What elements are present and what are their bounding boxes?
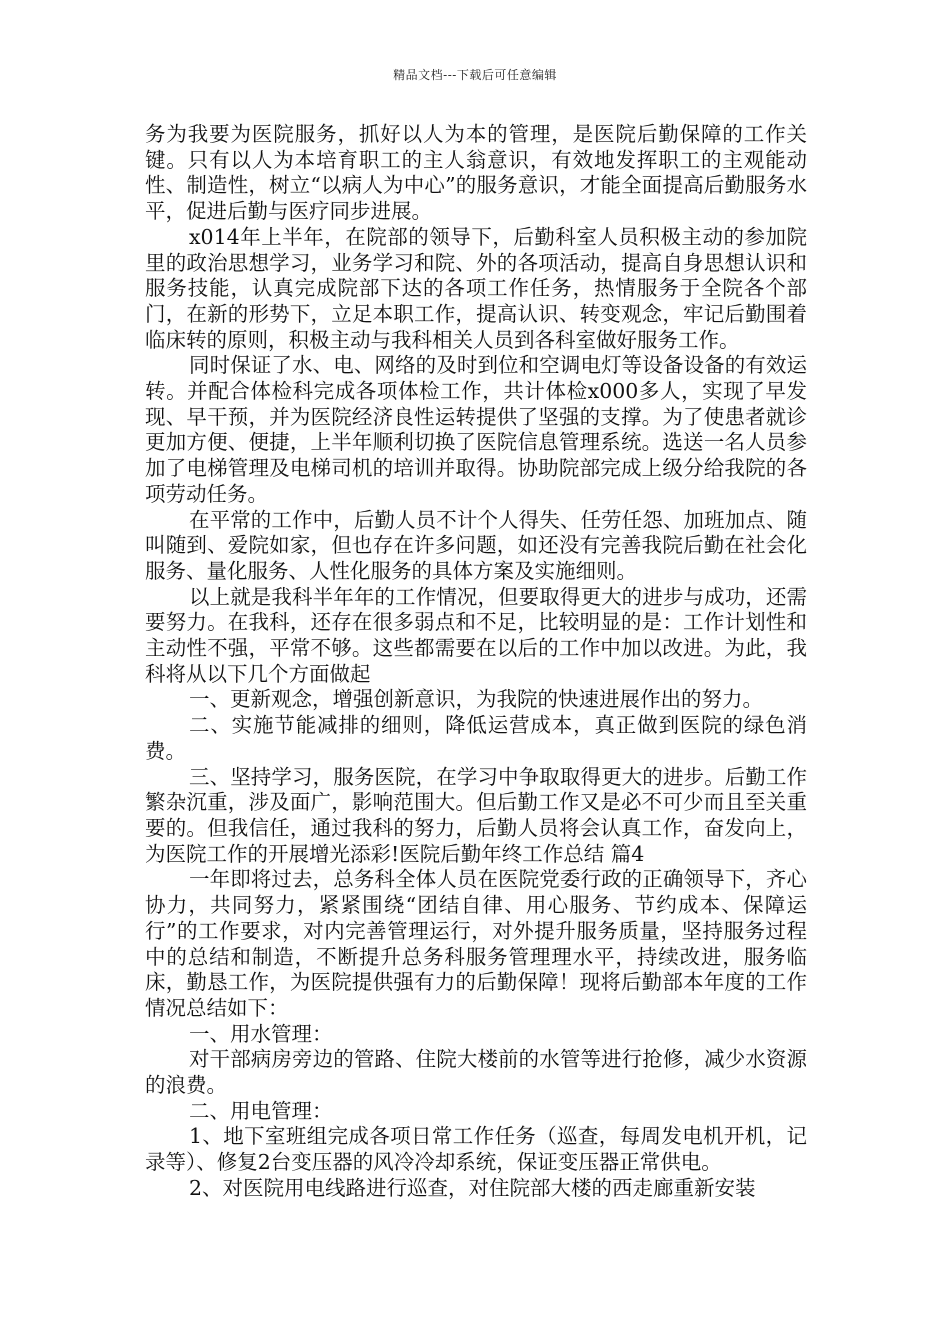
- paragraph-1: 务为我要为医院服务，抓好以人为本的管理，是医院后勤保障的工作关键。只有以人为本培育职工的主人翁意识，有效地发挥职工的主观能动性、制造性，树立“以病人为中心”的服务意识，才能全面提高后勤服务水平，促进后勤与医疗同步进展。: [145, 122, 807, 224]
- paragraph-4: 在平常的工作中，后勤人员不计个人得失、任劳任怨、加班加点、随叫随到、爱院如家，但也存在许多问题，如还没有完善我院后勤在社会化服务、量化服务、人性化服务的具体方案及实施细则。: [145, 507, 807, 583]
- paragraph-6: 一、更新观念，增强创新意识，为我院的快速进展作出的努力。: [189, 687, 763, 712]
- paragraph-3: 同时保证了水、电、网络的及时到位和空调电灯等设备设备的有效运转。并配合体检科完成各项体检工作，共计体检x000多人，实现了早发现、早干预，并为医院经济良性运转提供了坚强的支撑。为了使患者就诊更加方便、便捷，上半年顺利切换了医院信息管理系统。选送一名人员参加了电梯管理及电梯司机的培训并取得。协助院部完成上级分给我院的各项劳动任务。: [145, 353, 807, 506]
- paragraph-13: 1、地下室班组完成各项日常工作任务（巡查，每周发电机开机，记录等）、修复2台变压器的风冷冷却系统，保证变压器正常供电。: [145, 1124, 807, 1175]
- paragraph-5: 以上就是我科半年年的工作情况，但要取得更大的进步与成功，还需要努力。在我科，还存在很多弱点和不足，比较明显的是：工作计划性和主动性不强，平常不够。这些都需要在以后的工作中加以改进。为此，我科将从以下几个方面做起: [145, 584, 807, 686]
- document-body: [145, 122, 807, 1202]
- paragraph-11: 对干部病房旁边的管路、住院大楼前的水管等进行抢修，减少水资源的浪费。: [145, 1047, 807, 1098]
- paragraph-7: 二、实施节能减排的细则，降低运营成本，真正做到医院的绿色消费。: [145, 713, 807, 763]
- paragraph-8: 三、坚持学习，服务医院，在学习中争取取得更大的进步。后勤工作繁杂沉重，涉及面广，影响范围大。但后勤工作又是必不可少而且至关重要的。但我信任，通过我科的努力，后勤人员将会认真工作，奋发向上，为医院工作的开展增光添彩!医院后勤年终工作总结 篇4: [145, 764, 807, 866]
- paragraph-2: x014年上半年，在院部的领导下，后勤科室人员积极主动的参加院里的政治思想学习，业务学习和院、外的各项活动，提高自身思想认识和服务技能，认真完成院部下达的各项工作任务，热情服务于全院各个部门，在新的形势下，立足本职工作，提高认识、转变观念，牢记后勤围着临床转的原则，积极主动与我科相关人员到各科室做好服务工作。: [145, 224, 807, 352]
- page-header: 精品文档---下载后可任意编辑: [393, 68, 557, 82]
- paragraph-9: 一年即将过去，总务科全体人员在医院党委行政的正确领导下，齐心协力，共同努力，紧紧围绕“团结自律、用心服务、节约成本、保障运行”的工作要求，对内完善管理运行，对外提升服务质量，坚持服务过程中的总结和制造，不断提升总务科服务管理理水平，持续改进，服务临床，勤恳工作，为医院提供强有力的后勤保障！现将后勤部本年度的工作情况总结如下：: [145, 867, 807, 1020]
- paragraph-14: 2、对医院用电线路进行巡查，对住院部大楼的西走廊重新安装: [189, 1175, 756, 1200]
- section-heading-water: 一、用水管理：: [189, 1021, 333, 1046]
- section-heading-electricity: 二、用电管理：: [189, 1098, 333, 1123]
